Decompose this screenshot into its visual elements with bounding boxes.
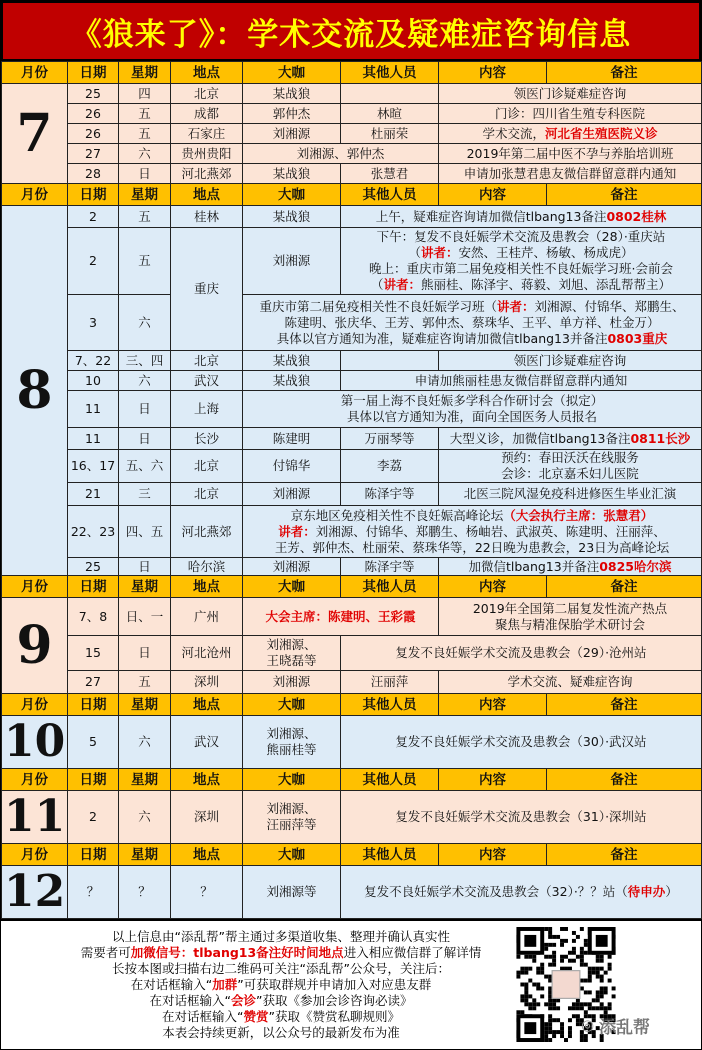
cell-guest: 刘湘源等 <box>243 866 341 919</box>
cell-guest: 某战狼 <box>243 206 341 228</box>
cell-text: （ <box>408 245 421 260</box>
cell-text: 复发不良妊娠学术交流及患教会（29）·沧州站 <box>395 645 647 660</box>
cell-place: 武汉 <box>171 371 243 391</box>
cell-text: 在对话框输入“ <box>162 1009 244 1024</box>
highlight-text: 讲者： <box>496 298 535 314</box>
cell-date: 11 <box>68 391 119 428</box>
cell-guest <box>243 598 439 636</box>
cell-weekday: 六 <box>119 144 171 164</box>
column-header-guest: 大咖 <box>243 62 341 84</box>
cell-guest: 刘湘源、郭仲杰 <box>243 144 439 164</box>
cell-date: 15 <box>68 636 119 671</box>
cell-place: ？ <box>171 866 243 919</box>
cell-text: 复发不良妊娠学术交流及患教会（30）·武汉站 <box>395 734 647 749</box>
highlight-text: 赞赏 <box>243 1009 269 1024</box>
cell-text: （ <box>370 277 384 292</box>
page-title: 《狼来了》：学术交流及疑难症咨询信息 <box>1 1 701 61</box>
column-header-guest: 大咖 <box>243 769 341 791</box>
column-header-month: 月份 <box>2 576 68 598</box>
cell-place: 长沙 <box>171 428 243 450</box>
cell-others: 张慧君 <box>341 164 439 184</box>
column-header-content: 内容 <box>439 844 547 866</box>
cell-text: 在对话框输入“ <box>130 977 213 992</box>
cell-guest: 郭仲杰 <box>243 104 341 124</box>
cell-text: 2019年全国第二届复发性流产热点 <box>472 600 668 616</box>
column-header-place: 地点 <box>171 184 243 206</box>
cell-date: 26 <box>68 124 119 144</box>
cell-weekday: 四 <box>119 84 171 104</box>
table-row <box>2 371 702 391</box>
cell-weekday: 日 <box>119 428 171 450</box>
cell-date: 25 <box>68 84 119 104</box>
column-header-place: 地点 <box>171 694 243 716</box>
cell-text: 复发不良妊娠学术交流及患教会（31）·深圳站 <box>395 809 647 824</box>
column-header-others: 其他人员 <box>341 62 439 84</box>
table-row <box>2 671 702 694</box>
cell-weekday: 六 <box>119 716 171 769</box>
cell-place: 成都 <box>171 104 243 124</box>
column-header-place: 地点 <box>171 769 243 791</box>
column-header-weekday: 星期 <box>119 184 171 206</box>
highlight-text: 0802桂林 <box>606 208 667 224</box>
cell-place: 贵州贵阳 <box>171 144 243 164</box>
cell-content <box>439 558 702 576</box>
table-row <box>2 716 702 769</box>
cell-others: 汪丽萍 <box>341 671 439 694</box>
cell-text: 门诊：四川省生殖专科医院 <box>494 105 645 121</box>
cell-content <box>439 428 702 450</box>
column-header-content: 内容 <box>439 694 547 716</box>
cell-text: 第一届上海不良妊娠多学科合作研讨会（拟定） <box>340 393 604 408</box>
cell-place: 广州 <box>171 598 243 636</box>
cell-date: 2 <box>68 206 119 228</box>
cell-content <box>439 164 702 184</box>
cell-content <box>243 295 702 351</box>
table-row <box>2 104 702 124</box>
cell-weekday: 五、六 <box>119 450 171 483</box>
cell-content <box>243 506 702 558</box>
highlight-text: 讲者： <box>383 277 421 292</box>
column-header-others: 其他人员 <box>341 576 439 598</box>
cell-date: 22、23 <box>68 506 119 558</box>
month-label: 10 <box>2 716 68 769</box>
table-row <box>2 506 702 558</box>
highlight-text: 0803重庆 <box>607 330 668 346</box>
cell-place: 上海 <box>171 391 243 428</box>
cell-place: 河北燕郊 <box>171 164 243 184</box>
cell-text: 聚焦与精准保胎学术研讨会 <box>494 616 645 632</box>
cell-content <box>341 228 702 295</box>
cell-date: 3 <box>68 295 119 351</box>
highlight-text: 加群 <box>212 977 238 992</box>
column-header-guest: 大咖 <box>243 694 341 716</box>
cell-content <box>439 598 702 636</box>
cell-text: 晚上：重庆市第二届免疫相关性不良妊娠学习班·会前会 <box>369 261 673 276</box>
cell-guest: 刘湘源 <box>243 483 341 506</box>
cell-content <box>341 636 702 671</box>
column-header-notes: 备注 <box>547 576 702 598</box>
cell-text: ”可获取群规并申请加入对应患友群 <box>237 977 432 992</box>
column-header-date: 日期 <box>68 62 119 84</box>
cell-content <box>439 483 702 506</box>
cell-guest: 刘湘源、 熊丽桂等 <box>243 716 341 769</box>
table-row <box>2 483 702 506</box>
cell-text: 京东地区免疫相关性不良妊娠高峰论坛 <box>290 507 504 523</box>
cell-text: ”获取《参加会诊咨询必读》 <box>256 993 413 1008</box>
highlight-text: 大会主席：陈建明、王彩霞 <box>265 608 416 624</box>
cell-others <box>341 84 439 104</box>
cell-text: 领医门诊疑难症咨询 <box>513 352 627 368</box>
cell-date: 11 <box>68 428 119 450</box>
highlight-text: 会诊 <box>230 993 256 1008</box>
cell-place: 北京 <box>171 351 243 371</box>
cell-others <box>341 351 439 371</box>
cell-text: 申请加张慧君患友微信群留意群内通知 <box>463 165 677 181</box>
column-header-others: 其他人员 <box>341 184 439 206</box>
table-row <box>2 228 702 295</box>
column-header-content: 内容 <box>439 184 547 206</box>
cell-weekday: 日 <box>119 558 171 576</box>
cell-others: 杜丽荣 <box>341 124 439 144</box>
cell-place: 重庆 <box>171 228 243 351</box>
column-header-date: 日期 <box>68 769 119 791</box>
column-header-weekday: 星期 <box>119 62 171 84</box>
cell-content <box>341 716 702 769</box>
column-header-notes: 备注 <box>547 62 702 84</box>
cell-date: 2 <box>68 228 119 295</box>
cell-guest: 刘湘源 <box>243 558 341 576</box>
cell-place: 北京 <box>171 84 243 104</box>
column-header-others: 其他人员 <box>341 844 439 866</box>
cell-date: 27 <box>68 144 119 164</box>
cell-place: 深圳 <box>171 671 243 694</box>
cell-place: 河北沧州 <box>171 636 243 671</box>
column-header-notes: 备注 <box>547 694 702 716</box>
header-row <box>2 184 702 206</box>
column-header-weekday: 星期 <box>119 576 171 598</box>
month-label: 12 <box>2 866 68 919</box>
cell-guest: 刘湘源、 汪丽萍等 <box>243 791 341 844</box>
watermark: 添乱帮 <box>599 1018 650 1038</box>
column-header-weekday: 星期 <box>119 694 171 716</box>
cell-date: 25 <box>68 558 119 576</box>
cell-text: 申请加熊丽桂患友微信群留意群内通知 <box>414 372 628 388</box>
cell-text: 学术交流， <box>482 125 545 141</box>
table-row <box>2 124 702 144</box>
cell-text: 王芳、郭仲杰、杜丽荣、蔡珠华等，22日晚为患教会，23日为高峰论坛 <box>274 539 670 555</box>
column-header-others: 其他人员 <box>341 694 439 716</box>
cell-text: 具体以官方通知为准，面向全国医务人员报名 <box>346 409 597 424</box>
cell-text: 会诊：北京嘉禾妇儿医院 <box>501 466 639 481</box>
highlight-text: 0825哈尔滨 <box>599 558 672 574</box>
column-header-date: 日期 <box>68 694 119 716</box>
table-row <box>2 295 702 351</box>
cell-text: 在对话框输入“ <box>149 993 231 1008</box>
cell-place: 武汉 <box>171 716 243 769</box>
column-header-place: 地点 <box>171 576 243 598</box>
column-header-date: 日期 <box>68 844 119 866</box>
table-row <box>2 791 702 844</box>
schedule-table <box>1 61 702 919</box>
cell-content <box>341 791 702 844</box>
cell-text: 领医门诊疑难症咨询 <box>513 85 627 101</box>
cell-date: 26 <box>68 104 119 124</box>
table-row <box>2 558 702 576</box>
wechat-icon: ◎ <box>581 1016 595 1034</box>
column-header-date: 日期 <box>68 576 119 598</box>
cell-guest: 某战狼 <box>243 371 341 391</box>
column-header-month: 月份 <box>2 184 68 206</box>
cell-text: 陈建明、张庆华、王芳、郭仲杰、蔡珠华、王平、单方祥、杜金万） <box>284 314 660 330</box>
column-header-notes: 备注 <box>547 844 702 866</box>
cell-content <box>439 351 702 371</box>
cell-text: 重庆市第二届免疫相关性不良妊娠学习班（ <box>259 298 497 314</box>
cell-text: 进入相应微信群了解详情 <box>343 945 482 960</box>
cell-guest: 刘湘源、 王晓磊等 <box>243 636 341 671</box>
cell-text: 大型义诊，加微信tlbang13备注 <box>449 430 631 446</box>
month-label: 8 <box>2 206 68 576</box>
cell-text: 下午：复发不良妊娠学术交流及患教会（28）·重庆站 <box>376 229 666 244</box>
cell-text: 刘湘源、付锦华、郑鹏生、杨岫岩、武淑英、陈建明、汪丽萍、 <box>315 523 666 539</box>
cell-weekday: 三 <box>119 483 171 506</box>
cell-others: 陈泽宇等 <box>341 558 439 576</box>
cell-text: 预约：春田沃沃在线服务 <box>501 450 639 465</box>
cell-content <box>439 144 702 164</box>
cell-date: 7、22 <box>68 351 119 371</box>
column-header-date: 日期 <box>68 184 119 206</box>
cell-others: 陈泽宇等 <box>341 483 439 506</box>
cell-place: 哈尔滨 <box>171 558 243 576</box>
column-header-place: 地点 <box>171 62 243 84</box>
cell-text: 北医三院风湿免疫科进修医生毕业汇演 <box>463 486 677 501</box>
table-row <box>2 84 702 104</box>
cell-content <box>243 391 702 428</box>
cell-text: 上午，疑难症咨询请加微信tlbang13备注 <box>375 208 607 224</box>
header-row <box>2 694 702 716</box>
column-header-month: 月份 <box>2 769 68 791</box>
cell-guest: 付锦华 <box>243 450 341 483</box>
table-row <box>2 164 702 184</box>
table-row <box>2 351 702 371</box>
cell-weekday: 三、四 <box>119 351 171 371</box>
column-header-notes: 备注 <box>547 769 702 791</box>
month-label: 11 <box>2 791 68 844</box>
cell-weekday: 五 <box>119 206 171 228</box>
highlight-text: 加微信号：tlbang13备注好时间地点 <box>130 945 344 960</box>
cell-text: 复发不良妊娠学术交流及患教会（32）·？？站（ <box>364 884 628 899</box>
cell-text: 加微信tlbang13并备注 <box>468 558 600 574</box>
header-row <box>2 844 702 866</box>
column-header-others: 其他人员 <box>341 769 439 791</box>
cell-text: 学术交流、疑难症咨询 <box>507 674 633 689</box>
cell-weekday: 日、一 <box>119 598 171 636</box>
cell-weekday: 五 <box>119 228 171 295</box>
cell-guest: 某战狼 <box>243 164 341 184</box>
highlight-text: 0811长沙 <box>630 430 691 446</box>
cell-content <box>341 206 702 228</box>
cell-text: 刘湘源、付锦华、郑鹏生、 <box>534 298 685 314</box>
cell-weekday: 五 <box>119 124 171 144</box>
table-row <box>2 206 702 228</box>
table-row <box>2 598 702 636</box>
cell-text: 以上信息由“添乱帮”帮主通过多渠道收集、整理并确认真实性 <box>112 929 450 944</box>
footer-notice <box>61 929 501 1041</box>
cell-content <box>439 84 702 104</box>
table-row <box>2 144 702 164</box>
cell-content <box>439 104 702 124</box>
cell-content <box>341 866 702 919</box>
highlight-text: 讲者： <box>278 523 316 539</box>
cell-weekday: 六 <box>119 295 171 351</box>
column-header-place: 地点 <box>171 844 243 866</box>
header-row <box>2 62 702 84</box>
cell-guest: 刘湘源 <box>243 228 341 295</box>
cell-content <box>439 124 702 144</box>
cell-place: 桂林 <box>171 206 243 228</box>
column-header-guest: 大咖 <box>243 184 341 206</box>
column-header-guest: 大咖 <box>243 576 341 598</box>
cell-guest: 刘湘源 <box>243 671 341 694</box>
cell-content <box>439 450 702 483</box>
column-header-month: 月份 <box>2 844 68 866</box>
cell-weekday: 六 <box>119 791 171 844</box>
highlight-text: 待申办 <box>627 884 666 899</box>
cell-text: 安然、王桂芹、杨敏、杨成虎） <box>458 245 634 260</box>
cell-text: 长按本图或扫描右边二维码可关注“添乱帮”公众号，关注后： <box>112 961 450 976</box>
cell-weekday: ？ <box>119 866 171 919</box>
cell-date: 28 <box>68 164 119 184</box>
cell-date: 10 <box>68 371 119 391</box>
month-label: 7 <box>2 84 68 184</box>
column-header-guest: 大咖 <box>243 844 341 866</box>
cell-weekday: 五 <box>119 671 171 694</box>
cell-weekday: 五 <box>119 104 171 124</box>
highlight-text: 河北省生殖医院义诊 <box>545 125 658 141</box>
cell-place: 河北燕郊 <box>171 506 243 558</box>
cell-weekday: 日 <box>119 164 171 184</box>
cell-date: 21 <box>68 483 119 506</box>
column-header-month: 月份 <box>2 694 68 716</box>
cell-date: 2 <box>68 791 119 844</box>
cell-date: 7、8 <box>68 598 119 636</box>
column-header-notes: 备注 <box>547 184 702 206</box>
column-header-content: 内容 <box>439 576 547 598</box>
footer <box>1 919 701 1049</box>
cell-place: 深圳 <box>171 791 243 844</box>
cell-date: ？ <box>68 866 119 919</box>
table-row <box>2 450 702 483</box>
cell-text: ） <box>665 884 678 899</box>
cell-text: 本表会持续更新，以公众号的最新发布为准 <box>162 1025 400 1040</box>
cell-weekday: 六 <box>119 371 171 391</box>
column-header-month: 月份 <box>2 62 68 84</box>
cell-guest: 某战狼 <box>243 351 341 371</box>
cell-content <box>341 371 702 391</box>
cell-guest: 陈建明 <box>243 428 341 450</box>
cell-others: 林暄 <box>341 104 439 124</box>
cell-text: 需要者可 <box>80 945 131 960</box>
cell-date: 5 <box>68 716 119 769</box>
table-row <box>2 428 702 450</box>
cell-place: 石家庄 <box>171 124 243 144</box>
cell-place: 北京 <box>171 483 243 506</box>
cell-text: ”获取《赞赏私聊规则》 <box>268 1009 400 1024</box>
column-header-weekday: 星期 <box>119 844 171 866</box>
cell-weekday: 日 <box>119 391 171 428</box>
cell-guest: 某战狼 <box>243 84 341 104</box>
header-row <box>2 769 702 791</box>
cell-weekday: 四、五 <box>119 506 171 558</box>
cell-others: 李荔 <box>341 450 439 483</box>
cell-date: 16、17 <box>68 450 119 483</box>
cell-place: 北京 <box>171 450 243 483</box>
header-row <box>2 576 702 598</box>
highlight-text: （大会执行主席：张慧君） <box>503 507 654 523</box>
cell-text: 具体以官方通知为准，疑难症咨询请加微信tlbang13并备注 <box>276 330 608 346</box>
column-header-content: 内容 <box>439 62 547 84</box>
table-row <box>2 636 702 671</box>
table-row <box>2 866 702 919</box>
cell-content <box>439 671 702 694</box>
column-header-weekday: 星期 <box>119 769 171 791</box>
cell-text: 2019年第二届中医不孕与养胎培训班 <box>466 145 674 161</box>
cell-others: 万丽琴等 <box>341 428 439 450</box>
cell-date: 27 <box>68 671 119 694</box>
cell-guest: 刘湘源 <box>243 124 341 144</box>
table-row <box>2 391 702 428</box>
highlight-text: 讲者： <box>420 245 459 260</box>
column-header-content: 内容 <box>439 769 547 791</box>
cell-text: 熊丽桂、陈泽宇、蒋毅、刘旭、添乱帮帮主） <box>421 277 672 292</box>
cell-weekday: 日 <box>119 636 171 671</box>
month-label: 9 <box>2 598 68 694</box>
